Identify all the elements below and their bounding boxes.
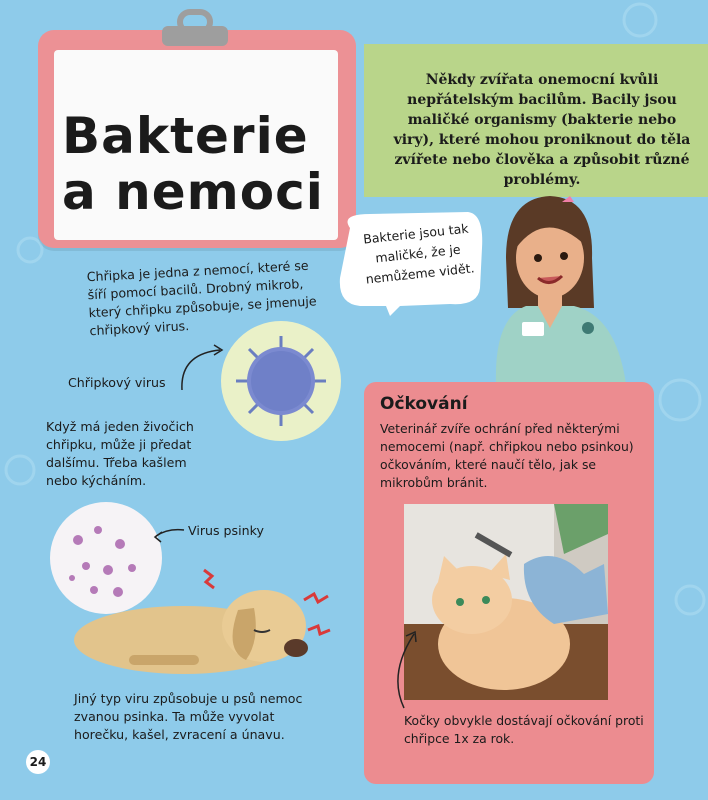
- distemper-virus-label: Virus psinky: [188, 523, 264, 538]
- vaccination-text: Veterinář zvíře ochrání před některými nemocemi (např. chřipkou nebo psinkou) očkováním, které naučí tělo, jak se mikrobům bránit.: [380, 421, 634, 490]
- distemper-virus-arrow: [150, 516, 186, 544]
- title-line-2: a nemoci: [62, 163, 324, 221]
- page-number: 24: [26, 750, 50, 774]
- distemper-paragraph: Jiný typ viru způsobuje u psů nemoc zvanou psinka. Ta může vyvolat horečku, kašel, zvracení a únavu.: [74, 691, 303, 742]
- veterinarian-illustration: [486, 188, 656, 384]
- vaccination-title: Očkování: [380, 394, 468, 414]
- flu-virus-illustration: [218, 318, 344, 444]
- cat-caption: Kočky obvykle dostávají očkování proti chřipce 1x za rok.: [404, 713, 644, 746]
- spread-paragraph: Když má jeden živočich chřipku, může ji předat dalšímu. Třeba kašlem nebo kýcháním.: [46, 419, 194, 488]
- title-line-1: Bakterie: [62, 107, 309, 165]
- page-title: [62, 108, 332, 220]
- clipboard-clip-icon: [158, 8, 232, 48]
- sick-dog-illustration: [64, 560, 336, 676]
- flu-paragraph: Chřipka je jedna z nemocí, které se šíří pomocí bacilů. Drobný mikrob, který chřipku způsobuje, se jmenuje chřipkový virus.: [86, 257, 317, 339]
- cat-vaccination-illustration: [404, 504, 608, 700]
- flu-virus-label: Chřipkový virus: [68, 375, 166, 390]
- flu-virus-arrow: [176, 340, 228, 394]
- cat-caption-arrow: [384, 624, 424, 710]
- speech-bubble-text: Bakterie jsou tak maličké, že je nemůžeme vidět.: [362, 220, 476, 287]
- intro-text: Někdy zvířata onemocní kvůli nepřátelským bacilům. Bacily jsou maličké organismy (bakterie nebo viry), které mohou proniknout do těla zvířete nebo člověka a způsobit různé problémy.: [393, 72, 691, 188]
